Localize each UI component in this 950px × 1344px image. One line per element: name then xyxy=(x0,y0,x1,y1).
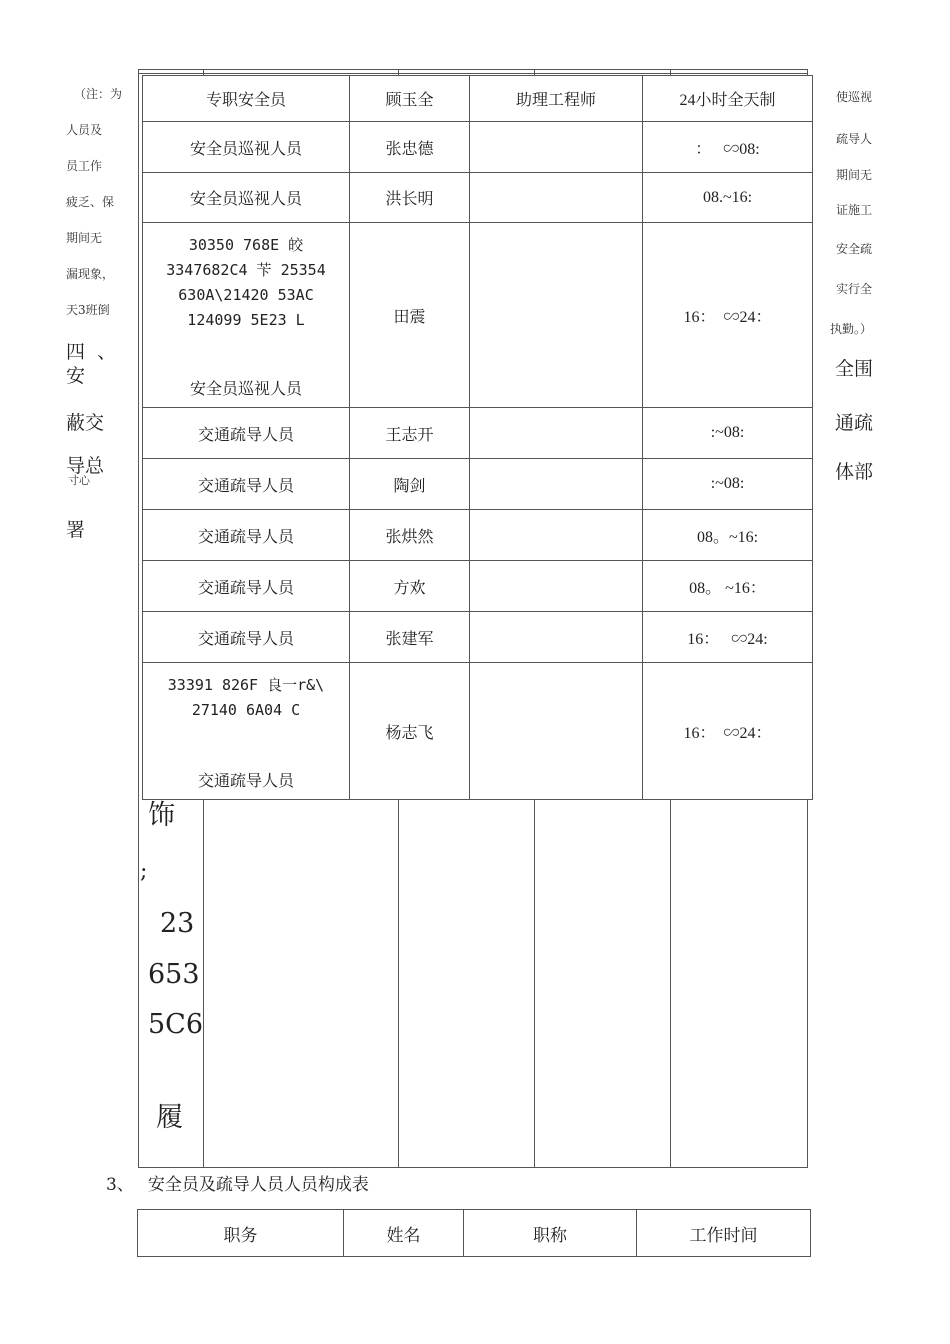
table-row xyxy=(143,663,813,800)
section-title: 安全员及疏导人员人员构成表 xyxy=(147,1175,369,1195)
time-cell: 16： ∽24： xyxy=(643,663,813,800)
table-row xyxy=(143,561,813,612)
right-note-line: 期间无 xyxy=(836,168,873,182)
right-note-line: 疏导人 xyxy=(836,132,873,146)
table-row xyxy=(143,173,813,223)
role-label: 安全员巡视人员 xyxy=(189,379,302,398)
left-note-line: 员工作 xyxy=(66,159,103,173)
background-fragment: 653 xyxy=(148,959,200,990)
role-cell xyxy=(143,223,350,408)
title-cell: 助理工程师 xyxy=(470,76,643,122)
table-row xyxy=(143,612,813,663)
title-cell xyxy=(470,459,643,510)
left-note-line: 漏现象， xyxy=(66,267,115,281)
role-cell: 安全员巡视人员 xyxy=(143,122,350,173)
title-cell xyxy=(470,173,643,223)
time-cell: 16： ∽24: xyxy=(643,612,813,663)
left-heading-fragment: 署 xyxy=(66,519,86,541)
time-cell: 16： ∽24： xyxy=(643,223,813,408)
time-cell: :~08: xyxy=(643,459,813,510)
title-cell xyxy=(470,223,643,408)
role-label: 交通疏导人员 xyxy=(197,771,294,790)
time-cell: :~08: xyxy=(643,408,813,459)
name-cell: 杨志飞 xyxy=(350,663,470,800)
right-note-line: 实行全 xyxy=(836,282,873,296)
role-cell: 交通疏导人员 xyxy=(143,612,350,663)
left-heading-fragment: 蔽交 xyxy=(66,412,105,434)
garbled-text-block: 30350 768E 皎 3347682C4 苄 25354 630A\21420 53AC 124099 5E23 L xyxy=(166,236,326,329)
right-note-line: 证施工 xyxy=(836,203,873,217)
role-cell xyxy=(143,663,350,800)
name-cell: 陶剑 xyxy=(350,459,470,510)
composition-table xyxy=(137,1209,811,1257)
left-note-line: （注：为 xyxy=(74,87,123,101)
name-cell: 顾玉全 xyxy=(350,76,470,122)
right-note-line: 执勤。） xyxy=(830,322,873,336)
time-cell: 08。 ~16： xyxy=(643,561,813,612)
column-header-title: 职称 xyxy=(464,1210,637,1257)
title-cell xyxy=(470,510,643,561)
left-note-line: 疲乏、保 xyxy=(66,195,115,209)
left-note-line: 天3班倒 xyxy=(66,303,110,317)
duty-roster-table xyxy=(142,75,813,800)
section-heading xyxy=(106,1170,369,1195)
table-row xyxy=(143,223,813,408)
table-header-row xyxy=(138,1210,811,1257)
name-cell: 张建军 xyxy=(350,612,470,663)
column-header-hours: 工作时间 xyxy=(637,1210,811,1257)
time-cell: 08.~16: xyxy=(643,173,813,223)
name-cell: 方欢 xyxy=(350,561,470,612)
left-heading-fragment: 导总 xyxy=(66,455,105,477)
background-fragment: 饰 xyxy=(148,800,175,831)
right-note-line: 安全疏 xyxy=(836,242,873,256)
column-header-role: 职务 xyxy=(138,1210,344,1257)
right-heading-fragment: 通疏 xyxy=(835,412,874,434)
name-cell: 洪长明 xyxy=(350,173,470,223)
role-cell: 交通疏导人员 xyxy=(143,510,350,561)
role-cell: 安全员巡视人员 xyxy=(143,173,350,223)
title-cell xyxy=(470,408,643,459)
right-heading-fragment: 全围 xyxy=(835,358,874,380)
role-cell: 专职安全员 xyxy=(143,76,350,122)
title-cell xyxy=(470,612,643,663)
time-cell: 24小时全天制 xyxy=(643,76,813,122)
role-cell: 交通疏导人员 xyxy=(143,561,350,612)
title-cell xyxy=(470,561,643,612)
table-row xyxy=(143,459,813,510)
left-note-line: 期间无 xyxy=(66,231,103,245)
name-cell: 田震 xyxy=(350,223,470,408)
left-heading-fragment: 四 、 xyxy=(66,341,117,363)
name-cell: 王志开 xyxy=(350,408,470,459)
garbled-text-block: 33391 826F 良一r&\ 27140 6A04 C xyxy=(167,676,325,719)
column-header-name: 姓名 xyxy=(344,1210,464,1257)
section-number: 3、 xyxy=(106,1175,134,1195)
role-cell: 交通疏导人员 xyxy=(143,459,350,510)
table-row xyxy=(143,510,813,561)
name-cell: 张忠德 xyxy=(350,122,470,173)
right-note-line: 使巡视 xyxy=(836,90,873,104)
time-cell: ： ∽08: xyxy=(643,122,813,173)
background-fragment: 5C6 xyxy=(148,1009,204,1040)
background-fragment: 履 xyxy=(156,1102,183,1133)
left-note-line: 人员及 xyxy=(66,123,103,137)
background-fragment: 23 xyxy=(160,908,195,939)
left-small-fragment: 寸心 xyxy=(68,474,90,487)
table-row xyxy=(143,408,813,459)
table-row xyxy=(143,76,813,122)
title-cell xyxy=(470,663,643,800)
right-heading-fragment: 体部 xyxy=(835,461,874,483)
title-cell xyxy=(470,122,643,173)
left-heading-fragment: 安 xyxy=(66,365,86,387)
time-cell: 08。~16: xyxy=(643,510,813,561)
table-row xyxy=(143,122,813,173)
name-cell: 张烘然 xyxy=(350,510,470,561)
background-fragment: ; xyxy=(140,859,148,884)
role-cell: 交通疏导人员 xyxy=(143,408,350,459)
